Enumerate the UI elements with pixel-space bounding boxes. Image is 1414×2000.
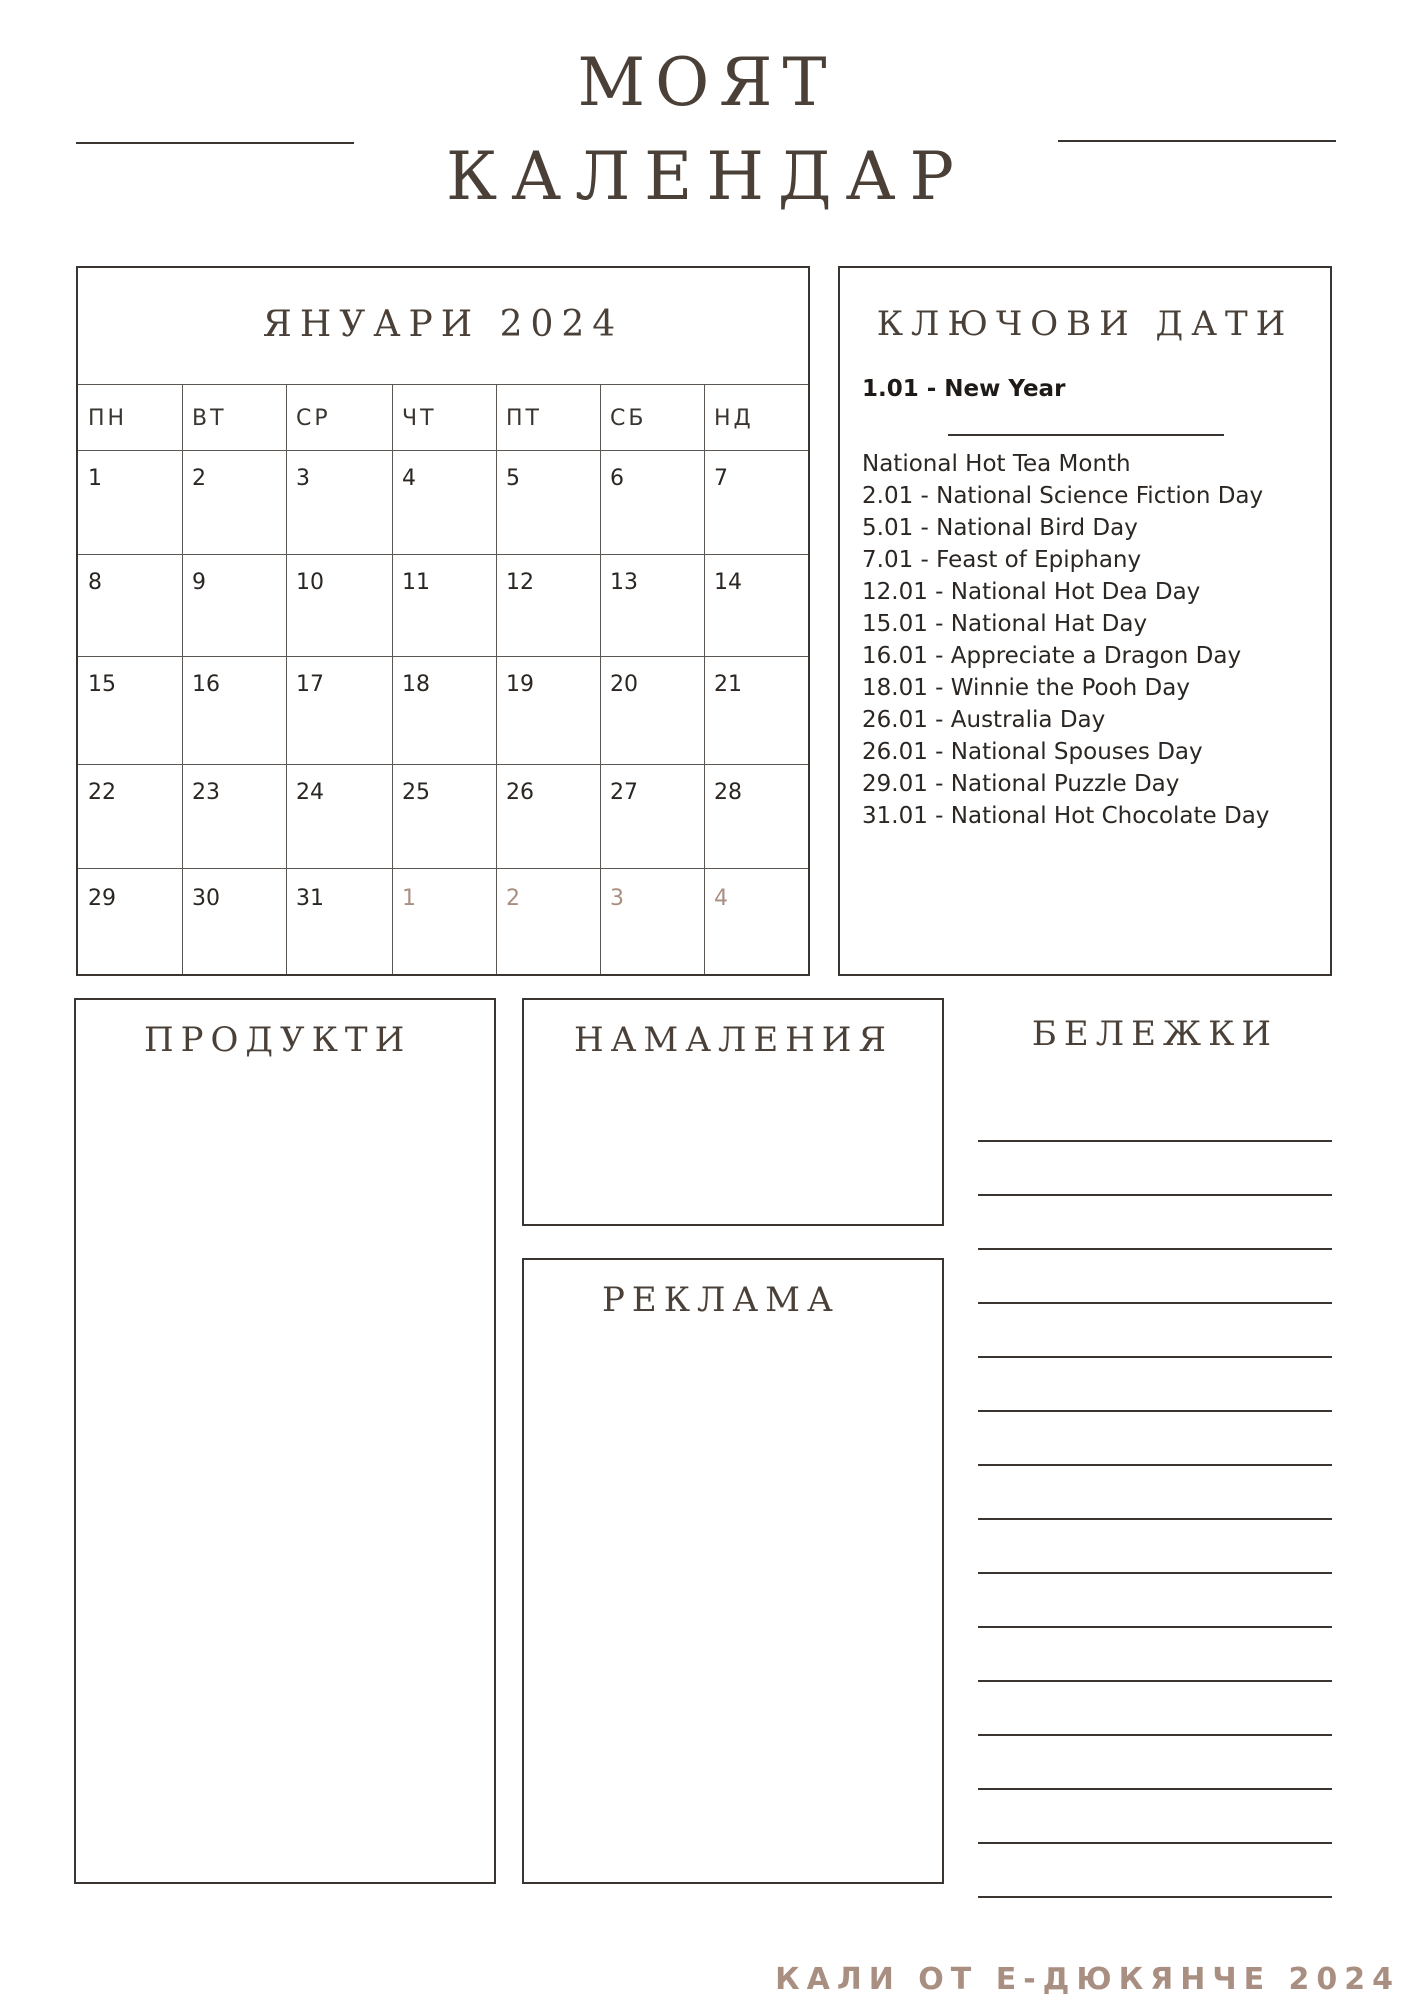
calendar-month-title: ЯНУАРИ 2024 [262,304,624,345]
ads-box[interactable] [522,1258,944,1884]
calendar-day[interactable]: 1 [88,466,102,491]
note-line[interactable] [978,1410,1332,1412]
calendar-col-divider [704,384,705,974]
footer-credit: КАЛИ ОТ Е-ДЮКЯНЧЕ 2024 [775,1962,1400,1997]
calendar-day[interactable]: 7 [714,466,728,491]
page-title-line2: КАЛЕНДАР [446,138,968,215]
calendar-day[interactable]: 25 [402,780,430,805]
calendar-day[interactable]: 26 [506,780,534,805]
calendar-day[interactable]: 30 [192,886,220,911]
calendar-day[interactable]: 24 [296,780,324,805]
key-date-item: 26.01 - Australia Day [862,707,1106,733]
notes-title: БЕЛЕЖКИ [1031,1014,1279,1054]
note-line[interactable] [978,1842,1332,1844]
key-date-item: 5.01 - National Bird Day [862,515,1138,541]
calendar-day[interactable]: 14 [714,570,742,595]
key-dates-list [862,448,1269,832]
calendar-day[interactable]: 13 [610,570,638,595]
note-line[interactable] [978,1572,1332,1574]
calendar-day[interactable]: 19 [506,672,534,697]
discounts-box[interactable] [522,998,944,1226]
weekday-header: СБ [610,406,647,431]
calendar-row-rule [78,868,808,869]
note-line[interactable] [978,1356,1332,1358]
calendar-day[interactable]: 5 [506,466,520,491]
calendar-day[interactable]: 22 [88,780,116,805]
note-line[interactable] [978,1734,1332,1736]
calendar-day[interactable]: 11 [402,570,430,595]
note-line[interactable] [978,1302,1332,1304]
calendar-day[interactable]: 6 [610,466,624,491]
calendar-row-rule [78,764,808,765]
next-month-day[interactable]: 4 [714,886,728,911]
calendar-day[interactable]: 15 [88,672,116,697]
note-line[interactable] [978,1140,1332,1142]
key-date-item: 15.01 - National Hat Day [862,611,1148,637]
calendar-day[interactable]: 12 [506,570,534,595]
key-dates-panel [838,266,1332,976]
calendar-day[interactable]: 16 [192,672,220,697]
calendar-day[interactable]: 3 [296,466,310,491]
page-title-line1: МОЯТ [577,44,837,121]
key-date-highlight: 1.01 - New Year [862,376,1066,402]
calendar-col-divider [600,384,601,974]
weekday-header: ВТ [192,406,227,431]
title-divider-right [1058,140,1336,142]
note-line[interactable] [978,1248,1332,1250]
key-date-item: 29.01 - National Puzzle Day [862,771,1180,797]
calendar-weekday-rule [78,450,808,451]
calendar-col-divider [392,384,393,974]
weekday-header: ПТ [506,406,542,431]
calendar-day[interactable]: 9 [192,570,206,595]
key-date-item: National Hot Tea Month [862,451,1131,477]
discounts-title: НАМАЛЕНИЯ [574,1020,893,1060]
products-box[interactable] [74,998,496,1884]
calendar-header-rule [78,384,808,385]
month-calendar [76,266,810,976]
calendar-day[interactable]: 28 [714,780,742,805]
calendar-day[interactable]: 23 [192,780,220,805]
note-line[interactable] [978,1194,1332,1196]
title-divider-left [76,142,354,144]
key-date-item: 26.01 - National Spouses Day [862,739,1203,765]
key-date-item: 7.01 - Feast of Epiphany [862,547,1142,573]
note-line[interactable] [978,1518,1332,1520]
key-dates-divider [948,434,1224,436]
calendar-day[interactable]: 10 [296,570,324,595]
calendar-day[interactable]: 27 [610,780,638,805]
note-line[interactable] [978,1464,1332,1466]
next-month-day[interactable]: 3 [610,886,624,911]
next-month-day[interactable]: 2 [506,886,520,911]
calendar-day[interactable]: 21 [714,672,742,697]
calendar-day[interactable]: 31 [296,886,324,911]
note-line[interactable] [978,1680,1332,1682]
calendar-day[interactable]: 8 [88,570,102,595]
key-dates-title: КЛЮЧОВИ ДАТИ [876,304,1294,344]
calendar-day[interactable]: 2 [192,466,206,491]
calendar-col-divider [286,384,287,974]
calendar-day[interactable]: 4 [402,466,416,491]
weekday-header: ЧТ [402,406,437,431]
note-line[interactable] [978,1788,1332,1790]
calendar-col-divider [182,384,183,974]
note-line[interactable] [978,1896,1332,1898]
calendar-row-rule [78,656,808,657]
products-title: ПРОДУКТИ [144,1020,412,1060]
weekday-header: НД [714,406,754,431]
calendar-col-divider [496,384,497,974]
key-date-item: 31.01 - National Hot Chocolate Day [862,803,1270,829]
ads-title: РЕКЛАМА [602,1280,840,1320]
calendar-day[interactable]: 18 [402,672,430,697]
key-date-item: 16.01 - Appreciate a Dragon Day [862,643,1242,669]
key-date-item: 12.01 - National Hot Dea Day [862,579,1201,605]
weekday-header: СР [296,406,331,431]
key-date-item: 2.01 - National Science Fiction Day [862,483,1264,509]
calendar-day[interactable]: 17 [296,672,324,697]
next-month-day[interactable]: 1 [402,886,416,911]
calendar-day[interactable]: 20 [610,672,638,697]
note-line[interactable] [978,1626,1332,1628]
key-date-item: 18.01 - Winnie the Pooh Day [862,675,1190,701]
weekday-header: ПН [88,406,128,431]
calendar-row-rule [78,554,808,555]
calendar-day[interactable]: 29 [88,886,116,911]
